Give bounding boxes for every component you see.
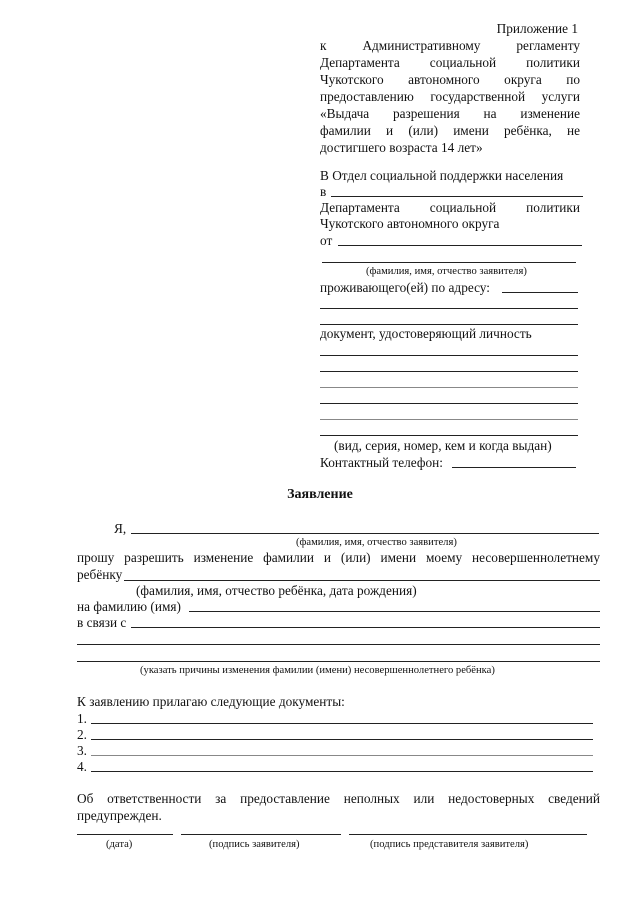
appendix-text (320, 37, 580, 156)
statement-heading: Заявление (287, 487, 353, 502)
appendix-line: фамилии и (или) имени ребёнка, не (320, 123, 580, 138)
id-doc-line[interactable] (320, 371, 578, 372)
from-line[interactable] (338, 245, 582, 246)
residing-label: проживающего(ей) по адресу: (320, 280, 490, 295)
attachment-line[interactable] (91, 739, 593, 740)
id-doc-line[interactable] (320, 355, 578, 356)
date-line[interactable] (77, 834, 173, 835)
applicant-sign-line[interactable] (181, 834, 341, 835)
attachment-number: 2. (77, 727, 87, 742)
hint-fio: (фамилия, имя, отчество заявителя) (366, 266, 527, 277)
new-name-line[interactable] (189, 611, 600, 612)
addressee-dept: В Отдел социальной поддержки населения (320, 168, 564, 183)
from-line-2[interactable] (322, 262, 576, 263)
reason-line[interactable] (77, 644, 600, 645)
child-line[interactable] (124, 580, 600, 581)
addressee-line[interactable] (331, 196, 583, 197)
id-doc-line[interactable] (320, 403, 578, 404)
attachment-number: 4. (77, 759, 87, 774)
address-line[interactable] (502, 292, 578, 293)
hint-reason: (указать причины изменения фамилии (имени) несовершеннолетнего ребёнка) (140, 665, 495, 676)
rep-sign-line[interactable] (349, 834, 587, 835)
reason-line[interactable] (131, 627, 600, 628)
phone-line[interactable] (452, 467, 576, 468)
appendix-line: предоставлению государственной услуги (320, 89, 580, 104)
new-name-label: на фамилию (имя) (77, 599, 181, 614)
attachments-intro: К заявлению прилагаю следующие документы: (77, 694, 345, 709)
phone-label: Контактный телефон: (320, 455, 443, 470)
attachment-number: 1. (77, 711, 87, 726)
appendix-line: достигшего возраста 14 лет» (320, 140, 483, 155)
addressee-dept-name: Департамента социальной политики (320, 200, 580, 215)
appendix-line: Департамента социальной политики (320, 55, 580, 70)
request-text: прошу разрешить изменение фамилии и (или) имени моему несовершеннолетнему (77, 550, 600, 565)
id-doc-line[interactable] (320, 387, 578, 388)
applicant-line[interactable] (131, 533, 599, 534)
addressee-okrug: Чукотского автономного округа (320, 216, 500, 231)
id-doc-line[interactable] (320, 435, 578, 436)
date-hint: (дата) (106, 839, 133, 850)
id-doc-line[interactable] (320, 419, 578, 420)
addressee-ot: от (320, 233, 333, 248)
appendix-line: Чукотского автономного округа по (320, 72, 580, 87)
appendix-line: «Выдача разрешения на изменение (320, 106, 580, 121)
attachment-line[interactable] (91, 771, 593, 772)
reason-label: в связи с (77, 615, 127, 630)
attachment-number: 3. (77, 743, 87, 758)
attachment-line[interactable] (91, 755, 593, 756)
hint-applicant: (фамилия, имя, отчество заявителя) (296, 537, 457, 548)
applicant-sign-hint: (подпись заявителя) (209, 839, 300, 850)
rep-sign-hint: (подпись представителя заявителя) (370, 839, 529, 850)
id-doc-label: документ, удостоверяющий личность (320, 326, 532, 341)
address-line[interactable] (320, 308, 578, 309)
hint-child: (фамилия, имя, отчество ребёнка, дата рождения) (136, 583, 417, 598)
ya-label: Я, (114, 521, 127, 536)
responsibility-text: Об ответственности за предоставление неполных или недостоверных сведений предупрежден. (77, 791, 600, 823)
appendix-title: Приложение 1 (496, 21, 578, 36)
attachment-line[interactable] (91, 723, 593, 724)
addressee-v: в (320, 184, 327, 199)
reason-line[interactable] (77, 661, 600, 662)
child-label: ребёнку (77, 567, 123, 582)
appendix-line: к Административному регламенту (320, 38, 580, 53)
hint-doc: (вид, серия, номер, кем и когда выдан) (334, 438, 552, 453)
